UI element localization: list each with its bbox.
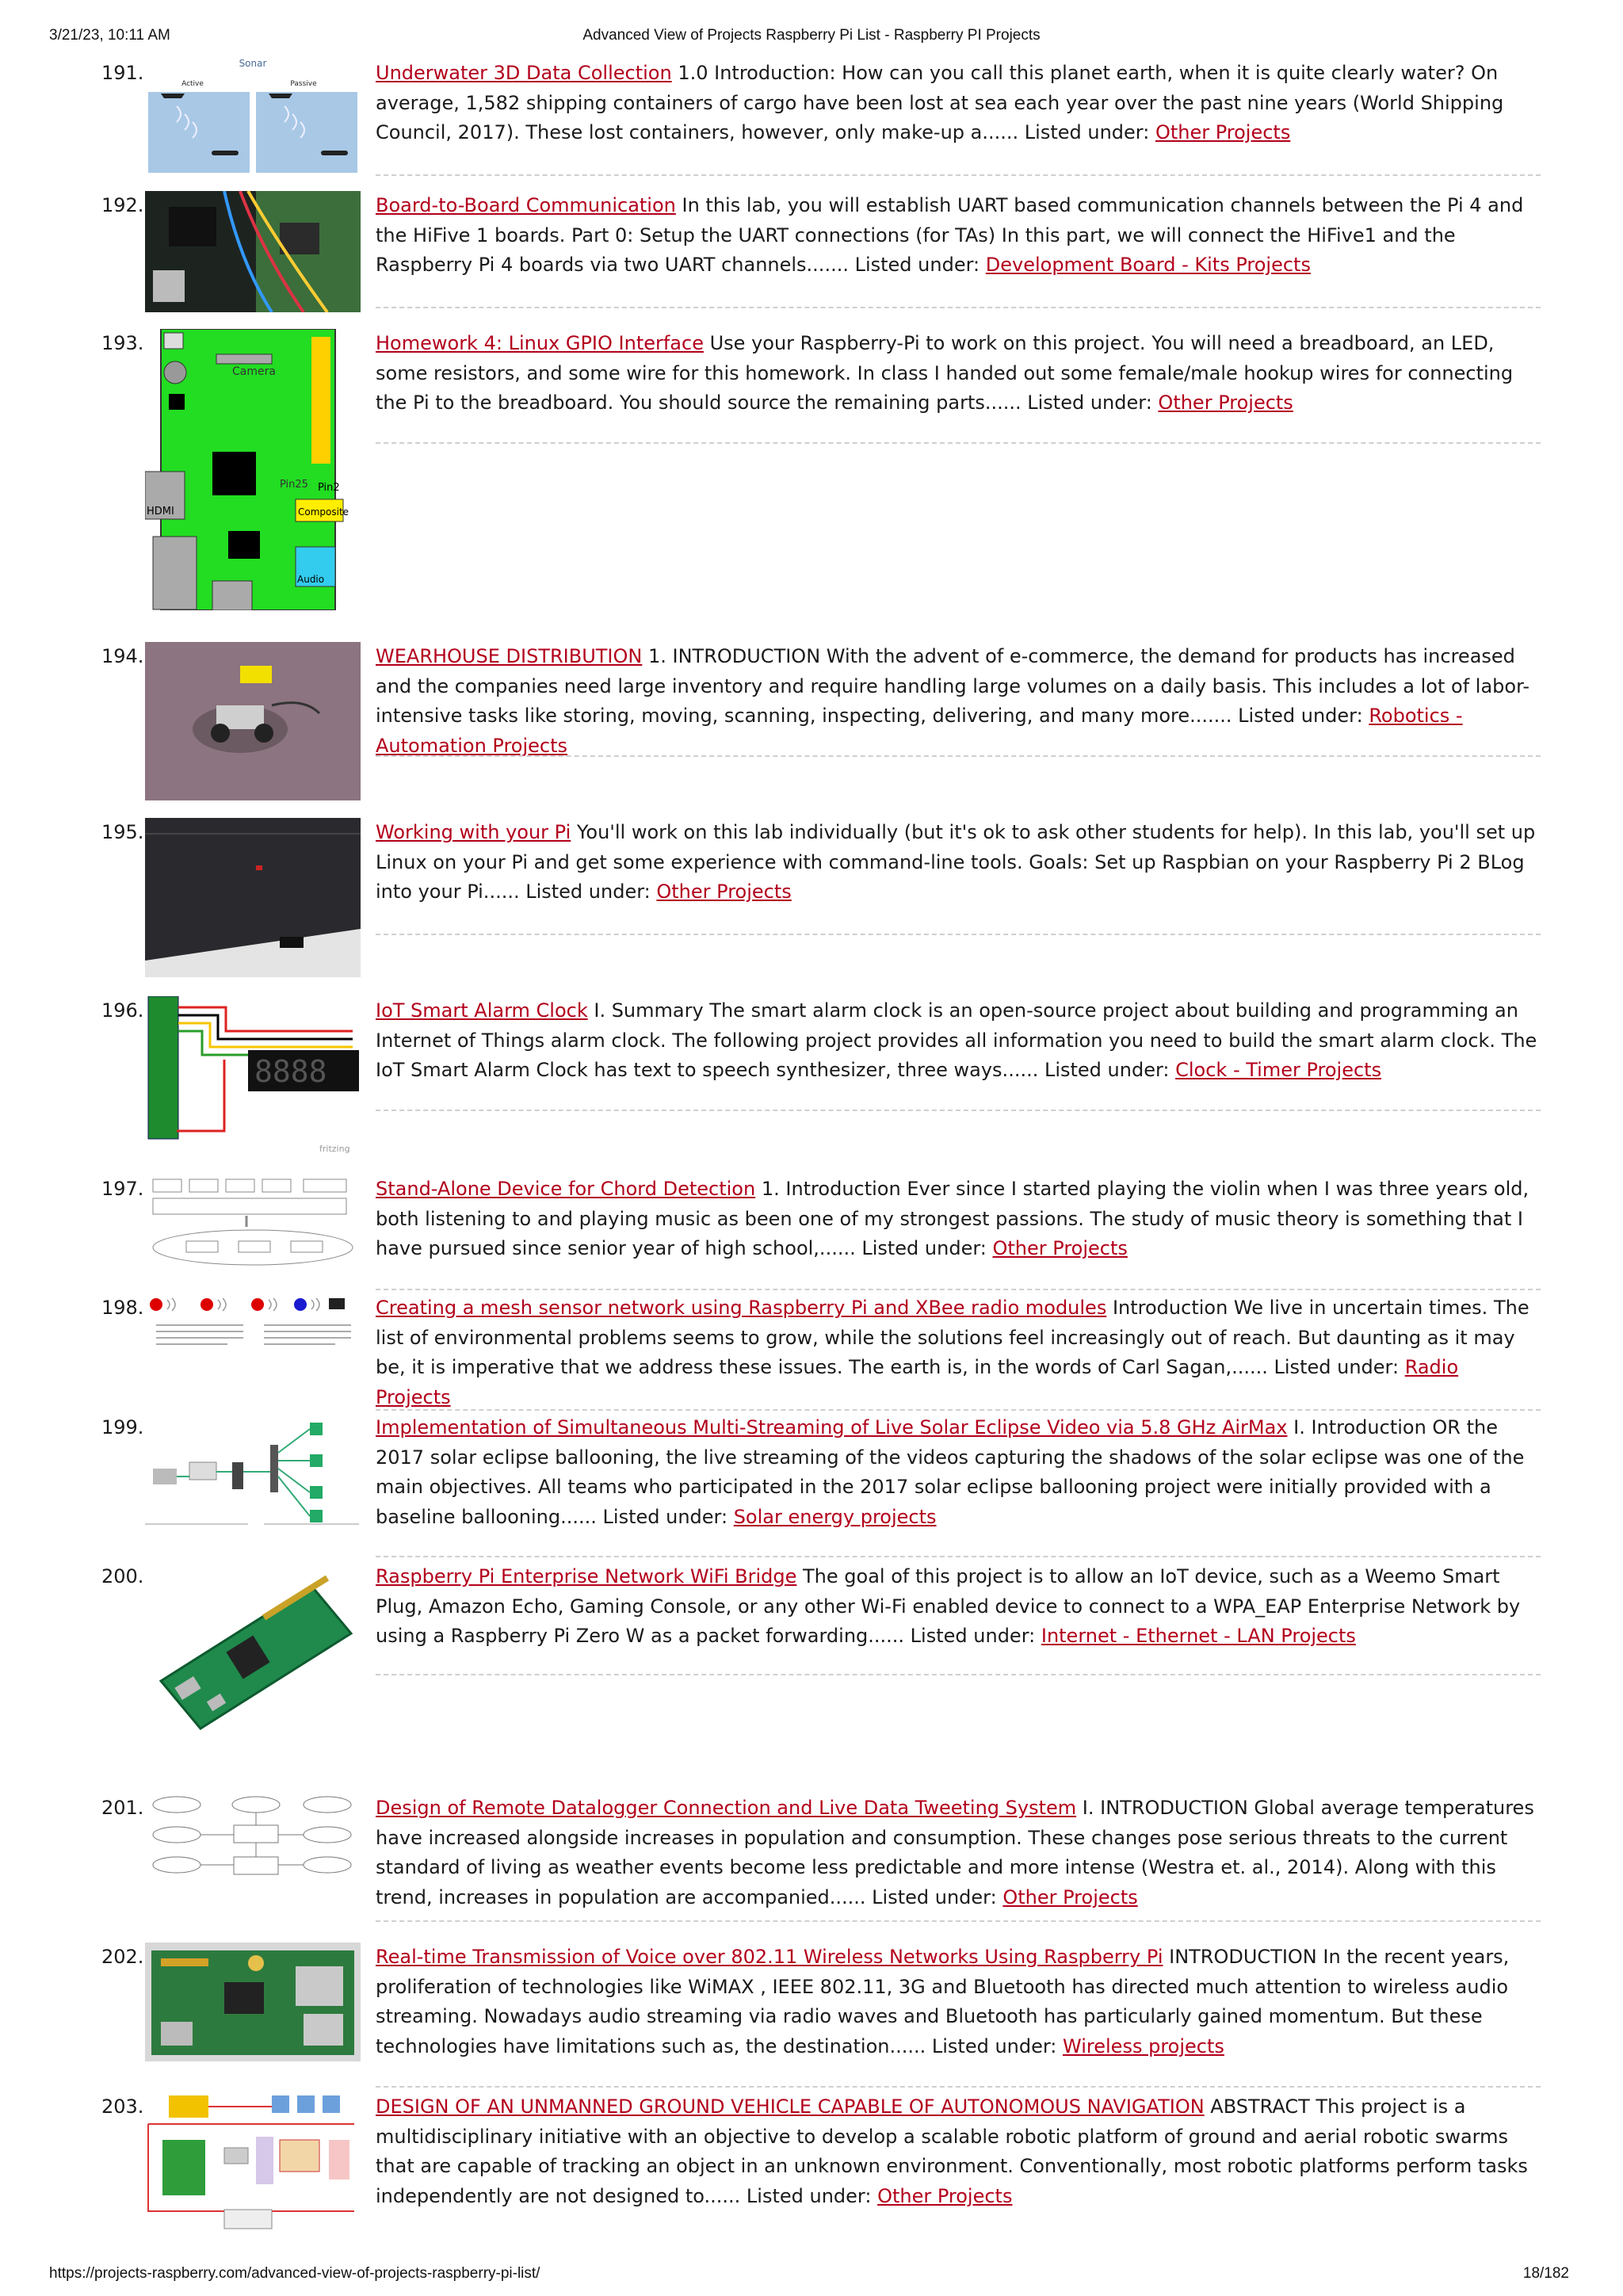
project-title-link[interactable]: Board-to-Board Communication [376, 194, 676, 216]
datalogger-system-diagram-icon [145, 1794, 361, 1885]
entry-text [376, 642, 1539, 761]
entry-text [376, 191, 1539, 281]
category-link[interactable]: Other Projects [1155, 121, 1291, 143]
project-thumbnail[interactable] [145, 1794, 361, 1885]
entry-divider [376, 1289, 1541, 1290]
project-thumbnail[interactable] [145, 59, 361, 174]
print-page-number: 18/182 [1522, 2265, 1569, 2282]
entry-text [376, 2092, 1539, 2211]
project-title-link[interactable]: Working with your Pi [376, 821, 571, 843]
project-thumbnail[interactable] [145, 996, 361, 1155]
project-description: You'll work on this lab individually (but it's ok to ask other students for help). In this lab, you'll set up Linux on your Pi and get some experience with command-line tools. Goals: Set up Raspbian on your Raspberry Pi 2 BLog into your Pi...... Listed under: [376, 821, 1536, 903]
raspberry-pi-zero-photo-icon [145, 1562, 361, 1744]
chord-detection-flowchart-icon [145, 1175, 361, 1270]
entry-divider [376, 442, 1541, 444]
entry-number: 193. [101, 332, 144, 354]
project-thumbnail[interactable] [145, 642, 361, 800]
entry-number: 199. [101, 1416, 144, 1438]
project-description: ABSTRACT This project is a multidisciplinary initiative with an objective to develop a scalable robotic platform of ground and aerial robotic swarms that are capable of tracking an object in an unknown environment. Conventionally, most robotic platforms perform tasks independently are not designed to...... Listed under: [376, 2095, 1528, 2207]
entry-text [376, 329, 1539, 418]
category-link[interactable]: Clock - Timer Projects [1175, 1059, 1382, 1081]
entry-text [376, 996, 1539, 1086]
project-description: INTRODUCTION In the recent years, proliferation of technologies like WiMAX , IEEE 802.11, 3G and Bluetooth has directed much attention to wireless audio streaming. Nowadays audio streaming via radio waves and Bluetooth has particularly gained momentum. But these technologies have limitations such as, the destination...... Listed under: [376, 1946, 1510, 2057]
project-thumbnail[interactable] [145, 191, 361, 312]
composite-label: Composite [298, 506, 349, 518]
category-link[interactable]: Robotics - Automation Projects [376, 705, 1463, 757]
project-title-link[interactable]: IoT Smart Alarm Clock [376, 999, 588, 1022]
entry-number: 192. [101, 194, 144, 216]
robot-car-photo-icon [145, 642, 361, 800]
pin2-label: Pin2 [318, 482, 340, 494]
alarm-clock-wiring-diagram-icon [145, 996, 361, 1155]
entry-divider [376, 1920, 1541, 1922]
project-thumbnail[interactable] [145, 818, 361, 977]
project-description: The goal of this project is to allow an IoT device, such as a Weemo Smart Plug, Amazon Echo, Gaming Console, or any other Wi-Fi enabled device to connect to a WPA_EAP Enterprise Network by using a Raspberry Pi Zero W as a packet forwarding...... Listed under: [376, 1565, 1521, 1647]
project-thumbnail[interactable] [145, 1562, 361, 1744]
entry-text [376, 1413, 1539, 1532]
entry-divider [376, 174, 1541, 176]
circuit-boards-photo-icon [145, 191, 361, 312]
print-page-title: Advanced View of Projects Raspberry Pi List - Raspberry PI Projects [582, 27, 1041, 44]
project-title-link[interactable]: Raspberry Pi Enterprise Network WiFi Bridge [376, 1565, 797, 1587]
passive-label: Passive [290, 80, 317, 88]
entry-text [376, 59, 1539, 148]
raspberry-pi-board-diagram-icon [145, 329, 361, 610]
entry-text [376, 1943, 1539, 2061]
camera-label: Camera [232, 365, 276, 378]
network-topology-diagram-icon [145, 1413, 361, 1532]
project-description: 1.0 Introduction: How can you call this planet earth, when it is quite clearly water? On average, 1,582 shipping containers of cargo have been lost at sea each year over the past nine years (World Shipping Council, 2017). These lost containers, however, only make-up a...... Listed under: [376, 62, 1504, 143]
project-title-link[interactable]: Underwater 3D Data Collection [376, 62, 672, 84]
category-link[interactable]: Development Board - Kits Projects [985, 254, 1311, 276]
entry-divider [376, 1409, 1541, 1411]
raspberry-pi-b-photo-icon [145, 1943, 361, 2061]
project-description: Introduction We live in uncertain times. The list of environmental problems seems to grow, while the solutions feel increasingly out of reach. But daunting as it may be, it is imperative that we address these issues. The earth is, in the words of Carl Sagan,...... Listed under: [376, 1297, 1529, 1378]
sonar-illustration-icon [145, 59, 361, 174]
project-description: Use your Raspberry-Pi to work on this project. You will need a breadboard, an LED, some resistors, and some wire for this homework. In class I handed out some female/male hookup wires for connecting the Pi to the breadboard. You should source the remaining parts...... Listed under: [376, 332, 1514, 414]
entry-divider [376, 1110, 1541, 1111]
project-title-link[interactable]: DESIGN OF AN UNMANNED GROUND VEHICLE CAPABLE OF AUTONOMOUS NAVIGATION [376, 2095, 1205, 2118]
entry-text [376, 818, 1539, 907]
project-thumbnail[interactable] [145, 1413, 361, 1532]
entry-number: 200. [101, 1565, 144, 1587]
entry-number: 197. [101, 1178, 144, 1200]
entry-text [376, 1175, 1539, 1264]
entry-number: 191. [101, 62, 144, 84]
entry-number: 196. [101, 999, 144, 1022]
print-url: https://projects-raspberry.com/advanced-view-of-projects-raspberry-pi-list/ [49, 2265, 540, 2282]
category-link[interactable]: Other Projects [1002, 1885, 1138, 1908]
project-description: 1. INTRODUCTION With the advent of e-commerce, the demand for products has increased and the companies need large inventory and require handling large volumes on a daily basis. This includes a lot of labor- intensive tasks like storing, moving, scanning, inspecting, delivering, and many more....... Listed under: [376, 645, 1530, 727]
project-description: In this lab, you will establish UART based communication channels between the Pi 4 and the HiFive 1 boards. Part 0: Setup the UART connections (for TAs) In this part, we will connect the HiFive1 and the Raspberry Pi 4 boards via two UART channels....... Listed under: [376, 194, 1524, 276]
category-link[interactable]: Other Projects [656, 881, 792, 903]
entry-number: 195. [101, 821, 144, 843]
entry-number: 201. [101, 1797, 144, 1819]
entry-divider [376, 1674, 1541, 1675]
category-link[interactable]: Radio Projects [376, 1356, 1459, 1408]
project-thumbnail[interactable] [145, 1943, 361, 2061]
entry-divider [376, 1556, 1541, 1557]
led-digits-decoration: 8888 [254, 1054, 327, 1089]
project-thumbnail[interactable] [145, 2092, 361, 2231]
project-description: I. INTRODUCTION Global average temperatures have increased alongside increases in population and consumption. These changes pose serious threats to the current standard of living as weather events become less predictable and more intense (Westra et. al., 2014). Along with this trend, increases in population are accompanied...... Listed under: [376, 1797, 1534, 1908]
category-link[interactable]: Other Projects [1158, 392, 1293, 414]
category-link[interactable]: Solar energy projects [733, 1505, 937, 1528]
entry-divider [376, 755, 1541, 757]
project-thumbnail[interactable] [145, 1293, 361, 1389]
mesh-network-diagram-icon [145, 1293, 361, 1389]
entry-divider [376, 934, 1541, 935]
category-link[interactable]: Wireless projects [1063, 2034, 1224, 2057]
project-thumbnail[interactable] [145, 1175, 361, 1270]
ugv-system-block-diagram-icon [145, 2092, 361, 2231]
entry-text [376, 1794, 1539, 1912]
project-title-link[interactable]: Stand-Alone Device for Chord Detection [376, 1178, 756, 1200]
entry-number: 198. [101, 1297, 144, 1319]
print-datetime: 3/21/23, 10:11 AM [49, 27, 170, 44]
entry-number: 194. [101, 645, 144, 667]
project-title-link[interactable]: Creating a mesh sensor network using Raspberry Pi and XBee radio modules [376, 1297, 1107, 1319]
project-description: I. Introduction OR the 2017 solar eclipse ballooning, the live streaming of the videos capturing the shadows of the solar eclipse was one of the main objectives. All teams who participated in the 2017 solar eclipse ballooning project were initially provided with a baseline ballooning...... Listed under: [376, 1416, 1525, 1528]
category-link[interactable]: Other Projects [877, 2184, 1013, 2207]
pin25-label: Pin25 [280, 479, 308, 491]
fritzing-label: fritzing [319, 1144, 350, 1154]
entry-divider [376, 2086, 1541, 2088]
laptop-photo-icon [145, 818, 361, 977]
project-title-link[interactable]: Design of Remote Datalogger Connection and Live Data Tweeting System [376, 1797, 1077, 1819]
project-description: 1. Introduction Ever since I started playing the violin when I was three years old, both listening to and playing music as been one of my strongest passions. The study of music theory is something that I have pursued since senior year of high school,...... Listed under: [376, 1178, 1529, 1259]
entry-divider [376, 307, 1541, 308]
project-title-link[interactable]: Real-time Transmission of Voice over 802.11 Wireless Networks Using Raspberry Pi [376, 1946, 1163, 1968]
project-title-link[interactable]: Implementation of Simultaneous Multi-Streaming of Live Solar Eclipse Video via 5.8 GHz AirMax [376, 1416, 1288, 1438]
sonar-label: Sonar [239, 59, 267, 69]
entry-text [376, 1293, 1539, 1412]
project-title-link[interactable]: WEARHOUSE DISTRIBUTION [376, 645, 643, 667]
entry-text [376, 1562, 1539, 1652]
category-link[interactable]: Other Projects [992, 1237, 1128, 1259]
category-link[interactable]: Internet - Ethernet - LAN Projects [1041, 1625, 1356, 1647]
entry-number: 202. [101, 1946, 144, 1968]
hdmi-label: HDMI [147, 506, 174, 518]
audio-label: Audio [297, 574, 325, 585]
entry-number: 203. [101, 2095, 144, 2118]
project-thumbnail[interactable] [145, 329, 361, 610]
project-description: I. Summary The smart alarm clock is an open-source project about building and programming an Internet of Things alarm clock. The following project provides all information you need to build the smart alarm clock. The IoT Smart Alarm Clock has text to speech synthesizer, three ways...... Listed under: [376, 999, 1537, 1081]
active-label: Active [181, 80, 204, 88]
project-title-link[interactable]: Homework 4: Linux GPIO Interface [376, 332, 704, 354]
